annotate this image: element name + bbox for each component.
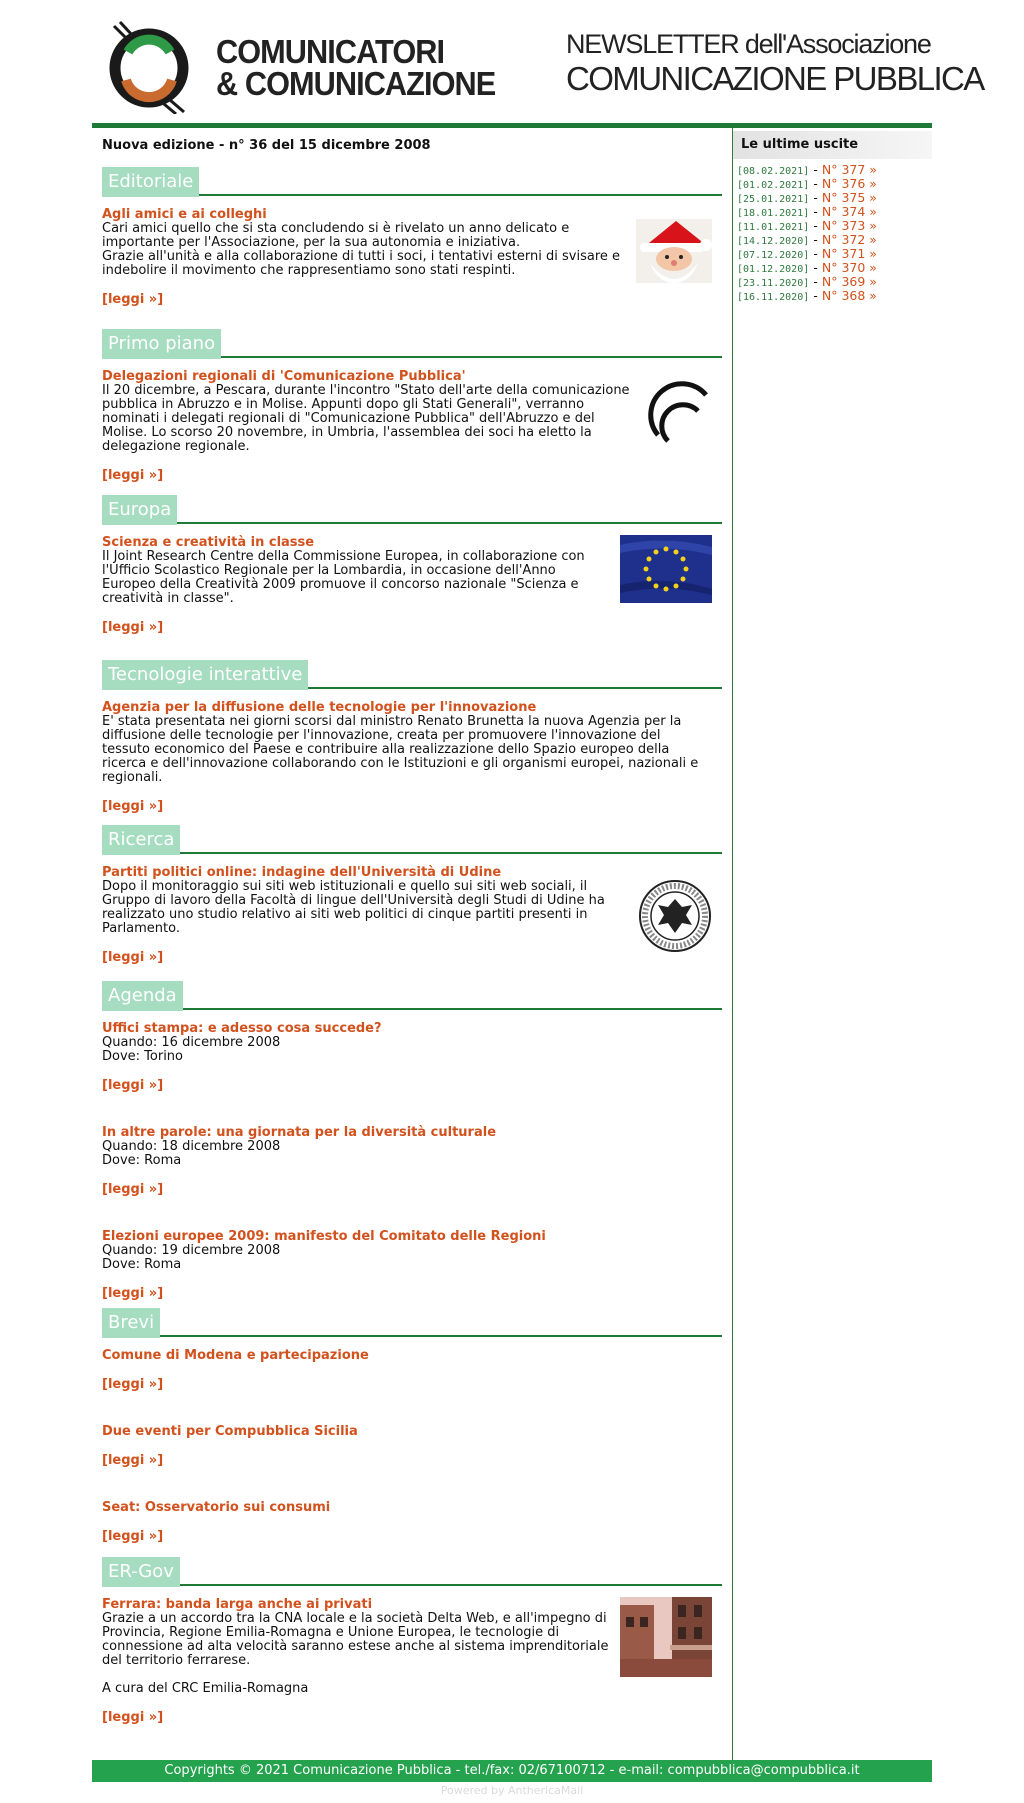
article-title-link[interactable]: Partiti politici online: indagine dell'Università di Udine xyxy=(102,865,502,880)
article-title-link[interactable]: Seat: Osservatorio sui consumi xyxy=(102,1500,331,1515)
issue-item: [08.02.2021] - N° 377 » xyxy=(737,162,877,177)
section-ricerca xyxy=(102,825,722,965)
issue-link[interactable]: N° 375 » xyxy=(821,190,877,205)
newsletter-header xyxy=(92,0,984,124)
section-rule xyxy=(102,1008,722,1010)
section-title: ER-Gov xyxy=(102,1557,180,1587)
section-agenda xyxy=(102,981,722,1301)
newsletter-page xyxy=(92,0,984,1797)
issue-date: [01.02.2021] xyxy=(737,180,810,191)
article-title-link[interactable]: Scienza e creatività in classe xyxy=(102,535,315,550)
article xyxy=(102,535,722,635)
issue-item: [14.12.2020] - N° 372 » xyxy=(737,232,877,247)
issue-link[interactable]: N° 377 » xyxy=(821,162,877,177)
section-title: Europa xyxy=(102,495,177,525)
issue-item: [01.12.2020] - N° 370 » xyxy=(737,260,877,275)
event-date: Quando: 19 dicembre 2008 xyxy=(102,1243,281,1258)
issue-date: [01.12.2020] xyxy=(737,264,810,275)
section-rule xyxy=(102,1584,722,1586)
section-title: Primo piano xyxy=(102,329,221,359)
issue-item: [01.02.2021] - N° 376 » xyxy=(737,176,877,191)
university-seal-image xyxy=(638,879,712,953)
issue-date: [11.01.2021] xyxy=(737,222,810,233)
section-header xyxy=(102,329,722,359)
event-location: Dove: Roma xyxy=(102,1257,182,1272)
article-title-link[interactable]: Uffici stampa: e adesso cosa succede? xyxy=(102,1021,382,1036)
read-more-link[interactable]: [leggi »] xyxy=(102,1710,164,1725)
issue-date: [14.12.2020] xyxy=(737,236,810,247)
event-date: Quando: 16 dicembre 2008 xyxy=(102,1035,281,1050)
agenda-item xyxy=(102,1229,722,1301)
newsletter-title: NEWSLETTER dell'Associazione xyxy=(566,29,931,59)
issue-date: [07.12.2020] xyxy=(737,250,810,261)
agenda-item xyxy=(102,1125,722,1197)
article xyxy=(102,207,722,307)
section-title: Tecnologie interattive xyxy=(102,660,308,690)
issue-link[interactable]: N° 372 » xyxy=(821,232,877,247)
issue-item: [18.01.2021] - N° 374 » xyxy=(737,204,877,219)
section-title: Ricerca xyxy=(102,825,180,855)
santa-claus-image xyxy=(636,219,712,283)
article-summary: Cari amici quello che si sta concludendo si è rivelato un anno delicato e importante per l'Associazione, per la sua autonomia e iniziativa. Grazie all'unità e alla collaborazione di tutti i soci, i tentativi esterni di svisare e indebolire il movimento che rappresentiamo sono stati respinti. xyxy=(102,221,621,278)
issue-link[interactable]: N° 371 » xyxy=(821,246,877,261)
read-more-link[interactable]: [leggi »] xyxy=(102,799,164,814)
section-header xyxy=(102,167,722,197)
section-rule xyxy=(102,852,722,854)
section-header xyxy=(102,495,722,525)
read-more-link[interactable]: [leggi »] xyxy=(102,468,164,483)
issue-link[interactable]: N° 368 » xyxy=(821,288,877,303)
event-location: Dove: Torino xyxy=(102,1049,184,1064)
latest-issues-sidebar xyxy=(732,128,932,1760)
issue-date: [18.01.2021] xyxy=(737,208,810,219)
edition-heading: Nuova edizione - n° 36 del 15 dicembre 2008 xyxy=(102,138,431,153)
article-title-link[interactable]: In altre parole: una giornata per la diversità culturale xyxy=(102,1125,497,1140)
read-more-link[interactable]: [leggi »] xyxy=(102,292,164,307)
article-summary: Il Joint Research Centre della Commissione Europea, in collaborazione con l'Ufficio Scolastico Regionale per la Lombardia, in occasione dell'Anno Europeo della Creatività 2009 promuove il concorso nazionale "Scienza e creatività in classe". xyxy=(102,549,585,606)
read-more-link[interactable]: [leggi »] xyxy=(102,1453,164,1468)
issue-date: [08.02.2021] xyxy=(737,166,810,177)
section-header xyxy=(102,825,722,855)
issue-link[interactable]: N° 369 » xyxy=(821,274,877,289)
article-title-link[interactable]: Comune di Modena e partecipazione xyxy=(102,1348,369,1363)
issue-date: [25.01.2021] xyxy=(737,194,810,205)
article-title-link[interactable]: Delegazioni regionali di 'Comunicazione Pubblica' xyxy=(102,369,466,384)
association-arc-logo-icon xyxy=(648,381,712,447)
read-more-link[interactable]: [leggi »] xyxy=(102,1529,164,1544)
newsletter-subtitle: COMUNICAZIONE PUBBLICA xyxy=(566,60,984,97)
article-summary: Il 20 dicembre, a Pescara, durante l'incontro "Stato dell'arte della comunicazione pubblica in Abruzzo e in Molise. Appunti dopo gli Stati Generali", verranno nominati i delegati regionali di "Comunicazione Pubblica" dell'Abruzzo e del Molise. Lo scorso 20 novembre, in Umbria, l'assemblea dei soci ha eletto la delegazione regionale. xyxy=(102,383,630,454)
section-header xyxy=(102,660,722,690)
issue-item: [07.12.2020] - N° 371 » xyxy=(737,246,877,261)
agenda-item xyxy=(102,1021,722,1093)
footer-bar xyxy=(92,1760,932,1782)
read-more-link[interactable]: [leggi »] xyxy=(102,620,164,635)
issue-date: [23.11.2020] xyxy=(737,278,810,289)
read-more-link[interactable]: [leggi »] xyxy=(102,1377,164,1392)
section-title: Editoriale xyxy=(102,167,199,197)
issue-link[interactable]: N° 370 » xyxy=(821,260,877,275)
issue-link[interactable]: N° 376 » xyxy=(821,176,877,191)
issue-item: [16.11.2020] - N° 368 » xyxy=(737,288,877,303)
brand-wordmark xyxy=(216,33,496,102)
article xyxy=(102,369,722,483)
read-more-link[interactable]: [leggi »] xyxy=(102,1182,164,1197)
ferrara-building-image xyxy=(620,1597,712,1677)
brand-line-2: & COMUNICAZIONE xyxy=(216,65,496,102)
issue-link[interactable]: N° 374 » xyxy=(821,204,877,219)
issue-date: [16.11.2020] xyxy=(737,292,810,303)
article-title-link[interactable]: Due eventi per Compubblica Sicilia xyxy=(102,1424,358,1439)
section-editoriale xyxy=(102,167,722,307)
sidebar-title: Le ultime uscite xyxy=(733,131,932,159)
section-title: Brevi xyxy=(102,1308,160,1338)
issue-link[interactable]: N° 373 » xyxy=(821,218,877,233)
section-header xyxy=(102,1557,722,1587)
section-primo-piano xyxy=(102,329,722,483)
brand-line-1: COMUNICATORI xyxy=(216,33,445,70)
brief-item xyxy=(102,1348,722,1392)
section-rule xyxy=(102,1335,722,1337)
article-title-link[interactable]: Agli amici e ai colleghi xyxy=(102,207,267,222)
article-title-link[interactable]: Agenzia per la diffusione delle tecnologie per l'innovazione xyxy=(102,700,537,715)
article xyxy=(102,865,722,965)
article-title-link[interactable]: Ferrara: banda larga anche ai privati xyxy=(102,1597,373,1612)
read-more-link[interactable]: [leggi »] xyxy=(102,1078,164,1093)
section-er-gov xyxy=(102,1557,722,1725)
section-tecnologie-interattive xyxy=(102,660,722,814)
article xyxy=(102,1597,722,1725)
issue-item: [11.01.2021] - N° 373 » xyxy=(737,218,877,233)
article xyxy=(102,700,722,814)
event-date: Quando: 18 dicembre 2008 xyxy=(102,1139,281,1154)
section-rule xyxy=(102,522,722,524)
article-summary: E' stata presentata nei giorni scorsi dal ministro Renato Brunetta la nuova Agenzia per la diffusione delle tecnologie per l'innovazione, creata per promuovere l'innovazione del tessuto economico del Paese e contribuire alla realizzazione dello Spazio europeo della ricerca e dell'innovazione collaborando con le Istituzioni e gli organismi europei, nazionali e regionali. xyxy=(102,714,699,785)
association-logo-icon xyxy=(106,18,192,114)
powered-by-text: Powered by AnthericaMail xyxy=(440,1784,584,1797)
event-location: Dove: Roma xyxy=(102,1153,182,1168)
article-title-link[interactable]: Elezioni europee 2009: manifesto del Comitato delle Regioni xyxy=(102,1229,546,1244)
brief-item xyxy=(102,1500,722,1544)
section-header xyxy=(102,981,722,1011)
section-title: Agenda xyxy=(102,981,183,1011)
eu-flag-image xyxy=(620,535,712,603)
read-more-link[interactable]: [leggi »] xyxy=(102,950,164,965)
brief-item xyxy=(102,1424,722,1468)
section-europa xyxy=(102,495,722,635)
article-summary: Dopo il monitoraggio sui siti web istituzionali e quello sui siti web sociali, il Gruppo di lavoro della Facoltà di lingue dell'Università degli Studi di Udine ha realizzato uno studio relativo ai siti web politici di cinque partiti presenti in Parlamento. xyxy=(102,879,605,936)
section-brevi xyxy=(102,1308,722,1544)
issue-item: [23.11.2020] - N° 369 » xyxy=(737,274,877,289)
read-more-link[interactable]: [leggi »] xyxy=(102,1286,164,1301)
section-header xyxy=(102,1308,722,1338)
article-summary: Grazie a un accordo tra la CNA locale e la società Delta Web, e all'impegno di Provincia, Regione Emilia-Romagna e Unione Europea, le tecnologie di connessione ad alta velocità saranno estese anche al sistema imprenditoriale del territorio ferrarese. A cura del CRC Emilia-Romagna xyxy=(102,1611,609,1696)
issue-list xyxy=(733,163,932,303)
issue-item: [25.01.2021] - N° 375 » xyxy=(737,190,877,205)
footer-copyright: Copyrights © 2021 Comunicazione Pubblica - tel./fax: 02/67100712 - e-mail: compubblica@compubblica.it xyxy=(164,1763,860,1778)
